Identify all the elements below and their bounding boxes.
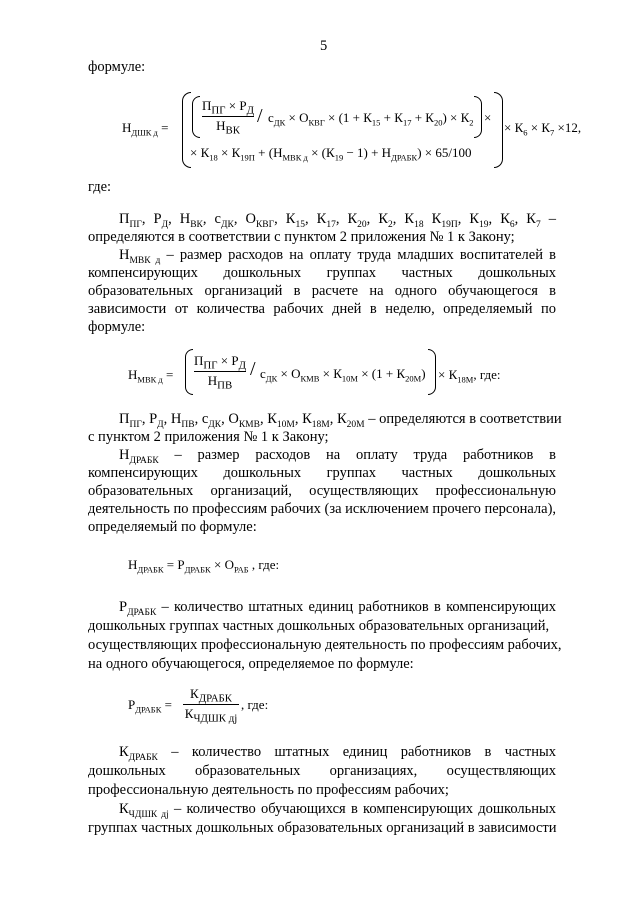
para2-line3: образовательных организаций в расчете на одного обучающегося в (88, 283, 556, 299)
para2-line2: компенсирующих дошкольных группах частных дошкольных (88, 265, 556, 281)
para6-line3: профессиональную деятельность по профессиям рабочих; (88, 782, 449, 798)
formula1-inner-left-paren (192, 96, 200, 138)
formula1-slash: / (257, 105, 263, 127)
formula1-frac-bar (202, 116, 254, 117)
formula1-frac-den: $Н_{ВК}$ (216, 118, 240, 137)
where-label: где: (88, 179, 112, 195)
formula2-lhs: $Н_{МВК д}$ = (128, 367, 174, 385)
formula1-lhs: $Н_{ДШК д}$ = (122, 120, 169, 138)
para1-line2: определяются в соответствии с пунктом 2 приложения № 1 к Закону; (88, 229, 515, 245)
formula2-after: $с_{ДК} \times О_{КМВ} \times К_{10М} \times (1 + К_{20М})$ (260, 366, 426, 384)
formula-ndrabk: $Н_{ДРАБК} = Р_{ДРАБК} \times О_{РАБ}$ , где: (128, 557, 280, 575)
para4-line2: компенсирующих дошкольных группах частных дошкольных (88, 465, 556, 481)
para6-line2: дошкольных образовательных организациях, осуществляющих (88, 763, 556, 779)
para1-line1: $П_{ПГ}$, $Р_Д$, $Н_{ВК}$, $с_{ДК}$, $О_{КВГ}$, $К_{15}$, $К_{17}$, $К_{20}$, $К_2$, $К_{18}$ $К_{19П}$, $К_{19}$, $К_6$, $К_7$ – (119, 211, 557, 230)
para5-line1: $Р_{ДРАБК}$ – количество штатных единиц работников в компенсирующих (119, 599, 556, 618)
formula2-frac-num: $П_{ПГ} \times Р_Д$ (194, 353, 246, 372)
para3-line1: $П_{ПГ}$, $Р_Д$, $Н_{ПВ}$, $с_{ДК}$, $О_{КМВ}$, $К_{10М}$, $К_{18М}$, $К_{20М}$ – определяются в соответствии (119, 411, 562, 430)
formula1-line1: $с_{ДК} \times О_{КВГ} \times (1 + К_{15} + К_{17} + К_{20}) \times К_2$ (268, 110, 474, 128)
para4-line3: образовательных организаций, осуществляющих профессиональную (88, 483, 556, 499)
formula1-line2: × $К_{18} \times К_{19П} + (Н_{МВК д} \times (К_{19} - 1) + Н_{ДРАБК}) \times 65/100$ (190, 145, 472, 163)
formula-lead-text: формуле: (88, 59, 146, 75)
page-number: 5 (320, 38, 328, 54)
formula4-bar (183, 704, 239, 705)
formula4-lhs: $Р_{ДРАБК}$ = (128, 697, 172, 715)
para2-line1: $Н_{МВК д}$ – размер расходов на оплату труда младших воспитателей в (119, 247, 556, 266)
formula4-den: $К_{ЧДШК дj}$ (184, 706, 238, 725)
formula2-frac-den: $Н_{ПВ}$ (207, 373, 233, 392)
para6-line1: $К_{ДРАБК}$ – количество штатных единиц работников в частных (119, 744, 556, 763)
para4-line1: $Н_{ДРАБК}$ – размер расходов на оплату труда работников в (119, 447, 556, 466)
formula1-outer-right-paren (494, 92, 503, 168)
para5-line4: на одного обучающегося, определяемое по формуле: (88, 656, 414, 672)
formula4-tail: , где: (241, 697, 269, 712)
para4-line4: деятельность по профессиям рабочих (за исключением прочего персонала), (88, 501, 557, 517)
formula2-tail: × $К_{18М}$, где: (438, 367, 501, 385)
formula2-frac-bar (194, 371, 246, 372)
formula2-right-paren (428, 349, 436, 395)
formula4-num: $К_{ДРАБК}$ (190, 686, 232, 705)
formula1-tail: × $К_6 \times К_7 \times 12$, (504, 120, 582, 138)
formula1-times: × (484, 110, 492, 125)
para7-line2: группах частных дошкольных образовательных организаций в зависимости (88, 820, 557, 836)
formula2-slash: / (250, 358, 256, 380)
para7-line1: $К_{ЧДШК дj}$ – количество обучающихся в компенсирующих дошкольных (119, 801, 556, 820)
formula1-inner-right-paren (474, 96, 482, 138)
para5-line2: дошкольных группах частных дошкольных образовательных организаций, (88, 618, 550, 634)
para2-line4: зависимости от количества рабочих дней в неделю, определяемый по (88, 301, 556, 317)
para2-line5: формуле: (88, 319, 146, 335)
para4-line5: определяемый по формуле: (88, 519, 257, 535)
para3-line2: с пунктом 2 приложения № 1 к Закону; (88, 429, 329, 445)
formula1-frac-num: $П_{ПГ} \times Р_Д$ (202, 98, 254, 117)
para5-line3: осуществляющих профессиональную деятельность по профессиям рабочих, (88, 637, 562, 653)
